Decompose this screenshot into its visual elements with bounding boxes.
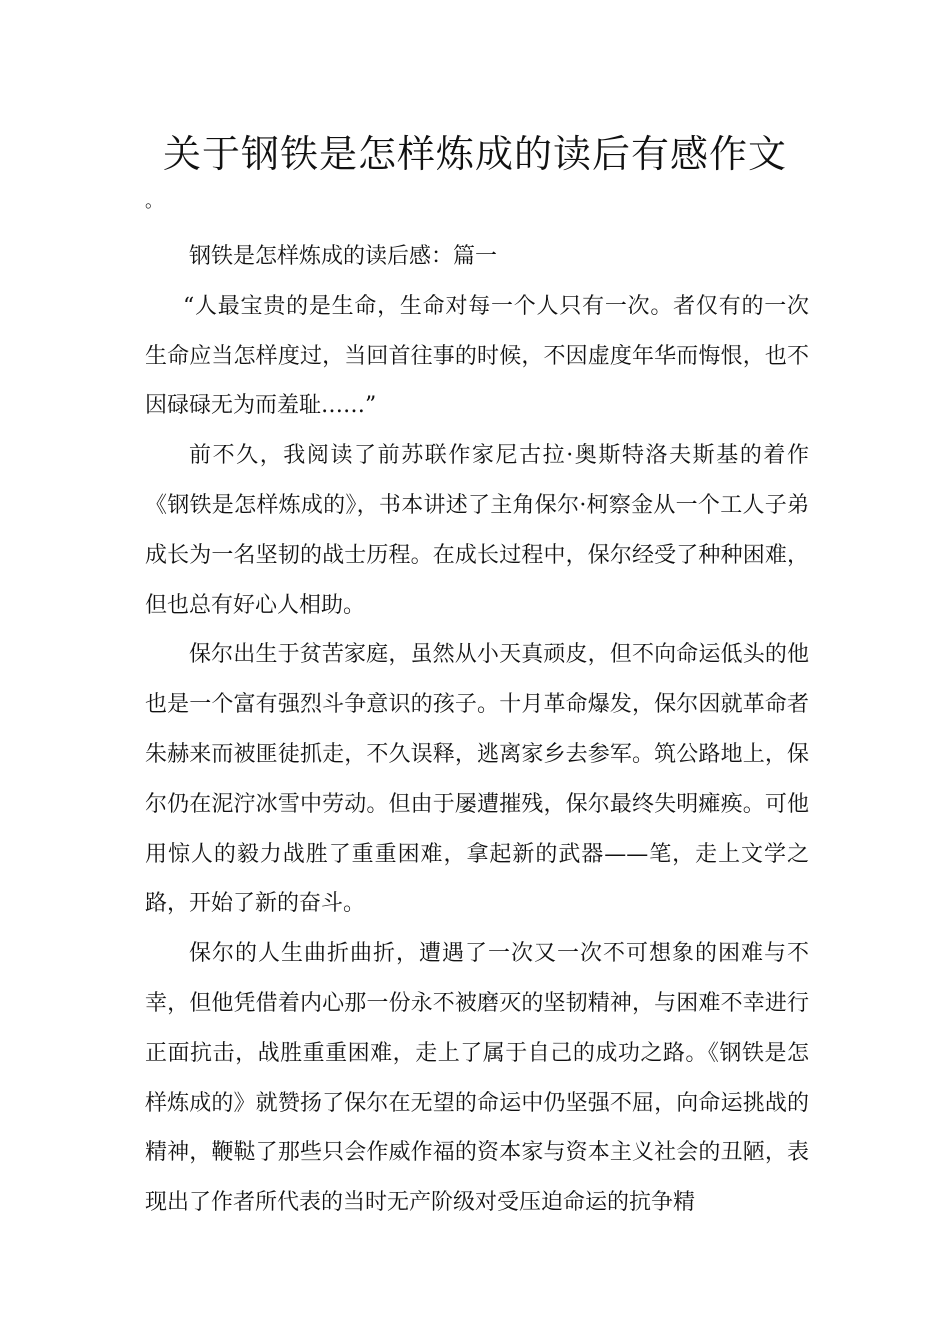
- paragraph: 前不久，我阅读了前苏联作家尼古拉·奥斯特洛夫斯基的着作《钢铁是怎样炼成的》，书本讲述了主角保尔·柯察金从一个工人子弟成长为一名坚韧的战士历程。在成长过程中，保尔经受了种种困难，但也总有好心人相助。: [145, 443, 809, 618]
- document-body: [145, 232, 809, 1228]
- paragraph-section-heading: 钢铁是怎样炼成的读后感：篇一: [189, 244, 498, 269]
- paragraph: 保尔出生于贫苦家庭，虽然从小天真顽皮，但不向命运低头的他也是一个富有强烈斗争意识的孩子。十月革命爆发，保尔因就革命者朱赫来而被匪徒抓走，不久误释，逃离家乡去参军。筑公路地上，保尔仍在泥泞冰雪中劳动。但由于屡遭摧残，保尔最终失明瘫痪。可他用惊人的毅力战胜了重重困难，拿起新的武器——笔，走上文学之路，开始了新的奋斗。: [145, 642, 809, 917]
- stray-punctuation: 。: [145, 191, 163, 212]
- paragraph: 保尔的人生曲折曲折，遭遇了一次又一次不可想象的困难与不幸，但他凭借着内心那一份永不被磨灭的坚韧精神，与困难不幸进行正面抗击，战胜重重困难，走上了属于自己的成功之路。《钢铁是怎样炼成的》就赞扬了保尔在无望的命运中仍坚强不屈，向命运挑战的精神，鞭鞑了那些只会作威作福的资本家与资本主义社会的丑陋，表现出了作者所代表的当时无产阶级对受压迫命运的抗争精: [145, 941, 809, 1216]
- paragraph-quote: “人最宝贵的是生命，生命对每一个人只有一次。者仅有的一次生命应当怎样度过，当回首往事的时候，不因虚度年华而悔恨，也不因碌碌无为而羞耻……”: [145, 293, 809, 419]
- document-title: 关于钢铁是怎样炼成的读后有感作文: [162, 132, 787, 176]
